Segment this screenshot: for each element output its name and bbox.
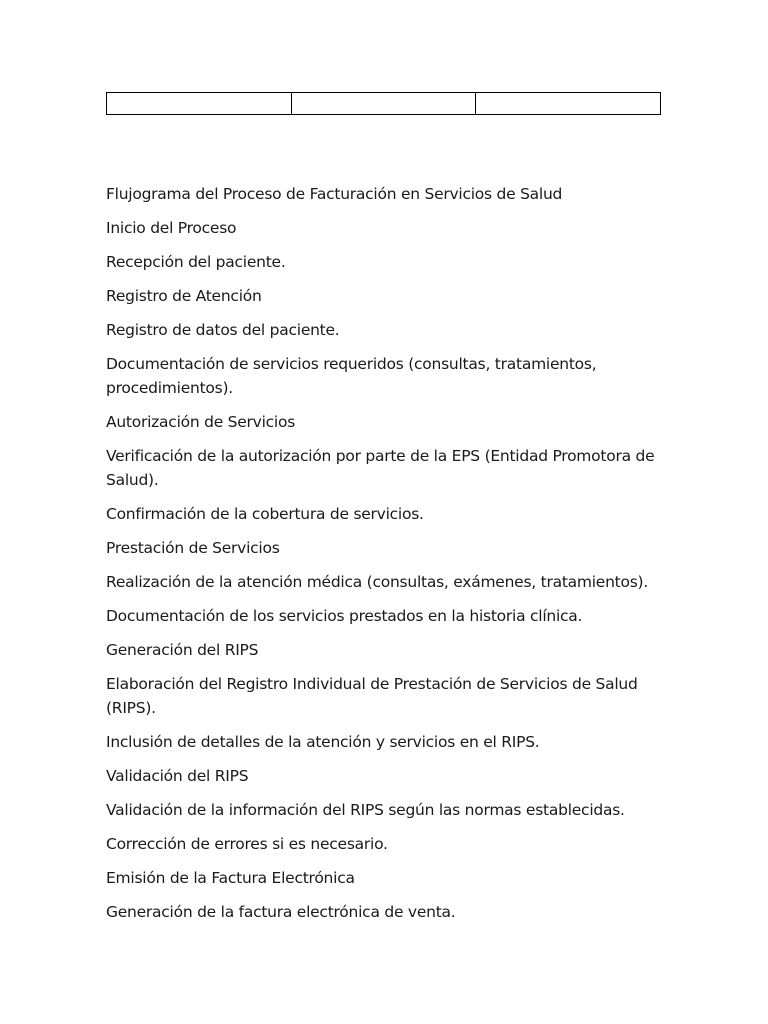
section-heading-prestacion: Prestación de Servicios bbox=[106, 539, 280, 557]
step-text: Confirmación de la cobertura de servicios. bbox=[106, 505, 424, 523]
header-table-cell-3 bbox=[476, 93, 661, 115]
step-text: Inclusión de detalles de la atención y servicios en el RIPS. bbox=[106, 733, 540, 751]
step-text: Verificación de la autorización por parte de la EPS (Entidad Promotora de Salud). bbox=[106, 447, 655, 489]
section-heading-generacion-rips: Generación del RIPS bbox=[106, 641, 259, 659]
section-heading-registro: Registro de Atención bbox=[106, 287, 262, 305]
header-table-row bbox=[107, 93, 661, 115]
step-text: Elaboración del Registro Individual de Prestación de Servicios de Salud (RIPS). bbox=[106, 675, 638, 717]
step-text: Registro de datos del paciente. bbox=[106, 321, 340, 339]
header-table-cell-1 bbox=[107, 93, 292, 115]
document-body bbox=[106, 182, 666, 934]
step-text: Corrección de errores si es necesario. bbox=[106, 835, 388, 853]
document-title: Flujograma del Proceso de Facturación en Servicios de Salud bbox=[106, 185, 563, 203]
step-text: Recepción del paciente. bbox=[106, 253, 286, 271]
step-text: Documentación de servicios requeridos (consultas, tratamientos, procedimientos). bbox=[106, 355, 597, 397]
header-table-cell-2 bbox=[291, 93, 476, 115]
step-text: Validación de la información del RIPS según las normas establecidas. bbox=[106, 801, 625, 819]
header-table bbox=[106, 92, 661, 115]
section-heading-inicio: Inicio del Proceso bbox=[106, 219, 237, 237]
section-heading-emision-factura: Emisión de la Factura Electrónica bbox=[106, 869, 355, 887]
step-text: Documentación de los servicios prestados en la historia clínica. bbox=[106, 607, 583, 625]
section-heading-autorizacion: Autorización de Servicios bbox=[106, 413, 296, 431]
section-heading-validacion-rips: Validación del RIPS bbox=[106, 767, 249, 785]
step-text: Generación de la factura electrónica de venta. bbox=[106, 903, 456, 921]
step-text: Realización de la atención médica (consultas, exámenes, tratamientos). bbox=[106, 573, 649, 591]
